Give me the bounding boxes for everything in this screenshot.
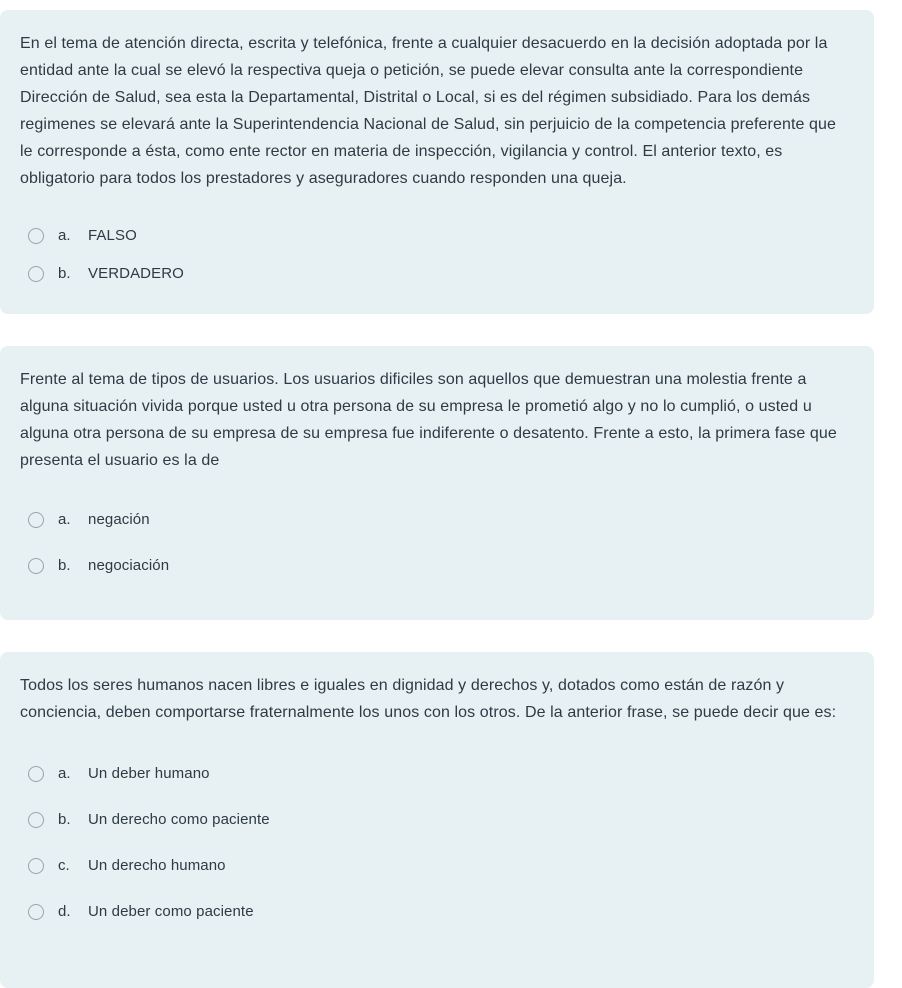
answer-options-list xyxy=(20,220,846,290)
answer-option-d[interactable] xyxy=(20,896,846,928)
question-card-3 xyxy=(0,652,874,988)
answer-option-a[interactable] xyxy=(20,758,846,790)
answer-label: FALSO xyxy=(88,227,137,244)
radio-button-icon[interactable] xyxy=(28,812,44,828)
answer-letter: d. xyxy=(58,903,71,920)
answer-label: Un deber como paciente xyxy=(88,903,254,920)
radio-button-icon[interactable] xyxy=(28,228,44,244)
radio-button-icon[interactable] xyxy=(28,266,44,282)
answer-label: Un deber humano xyxy=(88,765,210,782)
radio-button-icon[interactable] xyxy=(28,858,44,874)
answer-label: Un derecho humano xyxy=(88,857,226,874)
answer-letter: b. xyxy=(58,265,71,282)
question-text: Todos los seres humanos nacen libres e iguales en dignidad y derechos y, dotados como están de razón y conciencia, deben comportarse fraternalmente los unos con los otros. De la anterior frase, se puede decir que es: xyxy=(20,677,837,721)
answer-option-a[interactable] xyxy=(20,220,846,252)
radio-button-icon[interactable] xyxy=(28,558,44,574)
question-card-2 xyxy=(0,346,874,620)
question-card-1 xyxy=(0,10,874,314)
question-text: Frente al tema de tipos de usuarios. Los usuarios dificiles son aquellos que demuestran una molestia frente a alguna situación vivida porque usted u otra persona de su empresa le prometió algo y no lo cumplió, o usted u alguna otra persona de su empresa de su empresa fue indiferente o desatento. Frente a esto, la primera fase que presenta el usuario es la de xyxy=(20,371,837,469)
answer-label: negociación xyxy=(88,557,170,574)
answer-letter: a. xyxy=(58,765,71,782)
radio-button-icon[interactable] xyxy=(28,766,44,782)
answer-letter: b. xyxy=(58,557,71,574)
answer-letter: c. xyxy=(58,857,70,874)
answer-letter: a. xyxy=(58,511,71,528)
answer-option-b[interactable] xyxy=(20,550,846,582)
answer-options-list xyxy=(20,758,846,942)
answer-letter: a. xyxy=(58,227,71,244)
radio-button-icon[interactable] xyxy=(28,904,44,920)
answer-option-c[interactable] xyxy=(20,850,846,882)
answer-label: negación xyxy=(88,511,150,528)
answer-option-b[interactable] xyxy=(20,258,846,290)
answer-option-b[interactable] xyxy=(20,804,846,836)
question-text: En el tema de atención directa, escrita y telefónica, frente a cualquier desacuerdo en la decisión adoptada por la entidad ante la cual se elevó la respectiva queja o petición, se puede elevar consulta ante la correspondiente Dirección de Salud, sea esta la Departamental, Distrital o Local, si es del régimen subsidiado. Para los demás regimenes se elevará ante la Superintendencia Nacional de Salud, sin perjuicio de la competencia preferente que le corresponde a ésta, como ente rector en materia de inspección, vigilancia y control. El anterior texto, es obligatorio para todos los prestadores y aseguradores cuando responden una queja. xyxy=(20,35,837,187)
radio-button-icon[interactable] xyxy=(28,512,44,528)
answer-options-list xyxy=(20,504,846,596)
answer-option-a[interactable] xyxy=(20,504,846,536)
answer-label: Un derecho como paciente xyxy=(88,811,270,828)
answer-label: VERDADERO xyxy=(88,265,184,282)
answer-letter: b. xyxy=(58,811,71,828)
